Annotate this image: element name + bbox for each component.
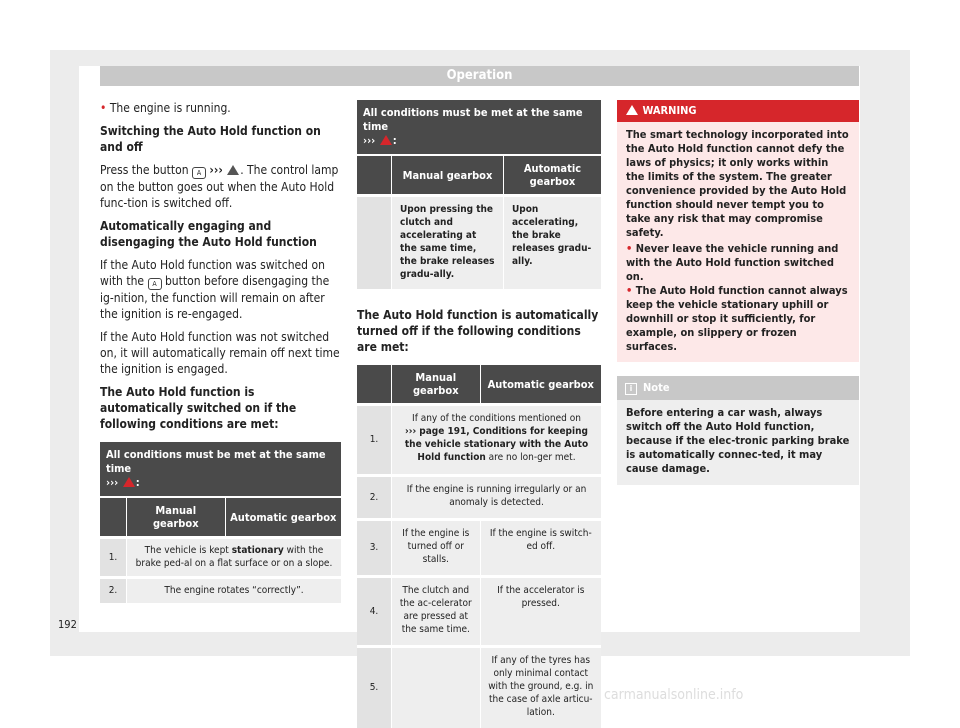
table-header-num (357, 365, 392, 405)
cell-auto: Upon accelerating, the brake releases gradu-ally. (503, 196, 601, 290)
table-header-num (357, 155, 392, 196)
conditions-off-table (357, 365, 601, 728)
table-header-manual: Manual gearbox (127, 497, 226, 538)
table-caption: All conditions must be met at the same time ››› : (100, 442, 341, 497)
table-header-auto: Automatic gearbox (225, 497, 341, 538)
paragraph-text: If the Auto Hold function was switched on with the (100, 258, 325, 288)
warning-bullet-text: Never leave the vehicle running and with the Auto Hold function switched on. (626, 242, 838, 283)
row-number: 2. (357, 476, 392, 520)
table-row (357, 405, 601, 476)
row-text: The engine rotates “correctly”. (127, 578, 342, 604)
warning-header (617, 100, 859, 122)
row-number (357, 196, 392, 290)
caption-text: All conditions must be met at the same time (106, 448, 326, 475)
row-number: 1. (357, 405, 392, 476)
page-reference-link[interactable]: ››› page 191, Conditions for keeping the vehicle stationary with the Auto Hold function (405, 426, 588, 463)
heading-turned-off-conditions: The Auto Hold function is automatically turned off if the following conditions are met: (357, 307, 601, 355)
cell-text: The vehicle is kept (145, 545, 232, 556)
cell-auto: If the accelerator is pressed. (480, 577, 601, 647)
info-icon: i (625, 383, 637, 395)
cell-manual: Upon pressing the clutch and accelerating at the same time, the brake releases gradu-ally. (392, 196, 504, 290)
cell-manual: If the engine is turned off or stalls. (392, 520, 481, 577)
warning-text: The smart technology incorporated into the Auto Hold function cannot defy the laws of physics; it only works within the limits of the system. The greater convenience provided by the Auto Hold function should never tempt you to take any risk that may compromise safety. (626, 128, 850, 240)
watermark: carmanualsonline.info (604, 687, 743, 703)
arrow-ref: ››› (209, 163, 222, 177)
row-text (127, 538, 342, 578)
warning-bullet: • Never leave the vehicle running and with the Auto Hold function switched on. (626, 242, 850, 284)
cell-text: are no lon-ger met. (489, 452, 576, 463)
table-header-auto: Automatic gearbox (503, 155, 601, 196)
column-1 (100, 100, 341, 603)
table-caption: All conditions must be met at the same time ››› : (357, 100, 601, 155)
row-number: 3. (357, 520, 392, 577)
table-row (357, 196, 601, 290)
note-header (617, 376, 859, 400)
cell-strong: stationary (232, 545, 284, 556)
release-conditions-table (357, 100, 601, 289)
heading-auto-engaging: Automatically engaging and disengaging the Auto Hold function (100, 218, 341, 250)
caption-arrow: ››› (363, 134, 375, 147)
row-text (392, 405, 602, 476)
paragraph-text: Press the button (100, 163, 189, 177)
cell-manual: The clutch and the ac-celerator are pressed at the same time. (392, 577, 481, 647)
table-row (357, 520, 601, 577)
warning-bullet: • The Auto Hold function cannot always keep the vehicle stationary uphill or downhill or stop it sufficiently, for example, on slippery or frozen surfaces. (626, 284, 850, 354)
section-header: Operation (100, 66, 859, 86)
row-number: 5. (357, 647, 392, 728)
row-number: 2. (100, 578, 127, 604)
paragraph-text: . The control lamp on the button goes out when the Auto Hold func-tion is switched off. (100, 163, 338, 210)
table-row (357, 577, 601, 647)
bullet-item: • The engine is running. (100, 100, 341, 116)
row-number: 1. (100, 538, 127, 578)
table-header-auto: Automatic gearbox (480, 365, 601, 405)
warning-box (617, 100, 859, 362)
note-body: Before entering a car wash, always switch off the Auto Hold function, because if the elec-tronic parking brake is automatically connec-ted, it may cause damage. (617, 400, 859, 485)
paragraph-switched-on (100, 257, 341, 322)
cell-text: with the brake ped-al on a flat surface or on a slope. (136, 545, 333, 569)
caption-text: All conditions must be met at the same time (363, 106, 583, 133)
paragraph-press-button (100, 162, 341, 211)
bullet-text: The engine is running. (110, 101, 231, 115)
warning-title: WARNING (642, 104, 696, 117)
table-header-manual: Manual gearbox (392, 365, 481, 405)
auto-hold-button-icon: A (192, 167, 206, 179)
warning-body (617, 122, 859, 362)
cell-manual (392, 647, 481, 728)
table-row (100, 538, 341, 578)
note-title: Note (643, 381, 670, 394)
warning-triangle-icon (123, 477, 135, 487)
paragraph-text: button before disengaging the ig-nition, the function will remain on after the ignition is re-engaged. (100, 274, 329, 321)
table-row (357, 647, 601, 728)
heading-switched-on-conditions: The Auto Hold function is automatically switched on if the following conditions are met: (100, 384, 341, 432)
heading-switching: Switching the Auto Hold function on and off (100, 123, 341, 155)
conditions-on-table (100, 442, 341, 603)
warning-triangle-icon (626, 105, 638, 115)
table-row (357, 476, 601, 520)
caption-arrow: ››› (106, 476, 118, 489)
row-text: If the engine is running irregularly or an anomaly is detected. (392, 476, 602, 520)
table-header-manual: Manual gearbox (392, 155, 504, 196)
warning-triangle-icon (227, 165, 239, 175)
paragraph-not-switched: If the Auto Hold function was not switched on, it will automatically remain off next time the ignition is engaged. (100, 329, 341, 377)
warning-bullet-text: The Auto Hold function cannot always keep the vehicle stationary uphill or downhill or stop it sufficiently, for example, on slippery or frozen surfaces. (626, 284, 848, 353)
cell-auto: If any of the tyres has only minimal contact with the ground, e.g. in the case of axle articu-lation. (480, 647, 601, 728)
page-number: 192 (58, 618, 77, 631)
row-number: 4. (357, 577, 392, 647)
auto-hold-button-icon: A (148, 278, 162, 290)
column-3 (617, 100, 859, 485)
table-header-num (100, 497, 127, 538)
column-2 (357, 100, 601, 728)
note-box (617, 376, 859, 485)
cell-auto: If the engine is switch-ed off. (480, 520, 601, 577)
cell-text: If any of the conditions mentioned on (412, 413, 581, 424)
table-row (100, 578, 341, 604)
warning-triangle-icon (380, 135, 392, 145)
